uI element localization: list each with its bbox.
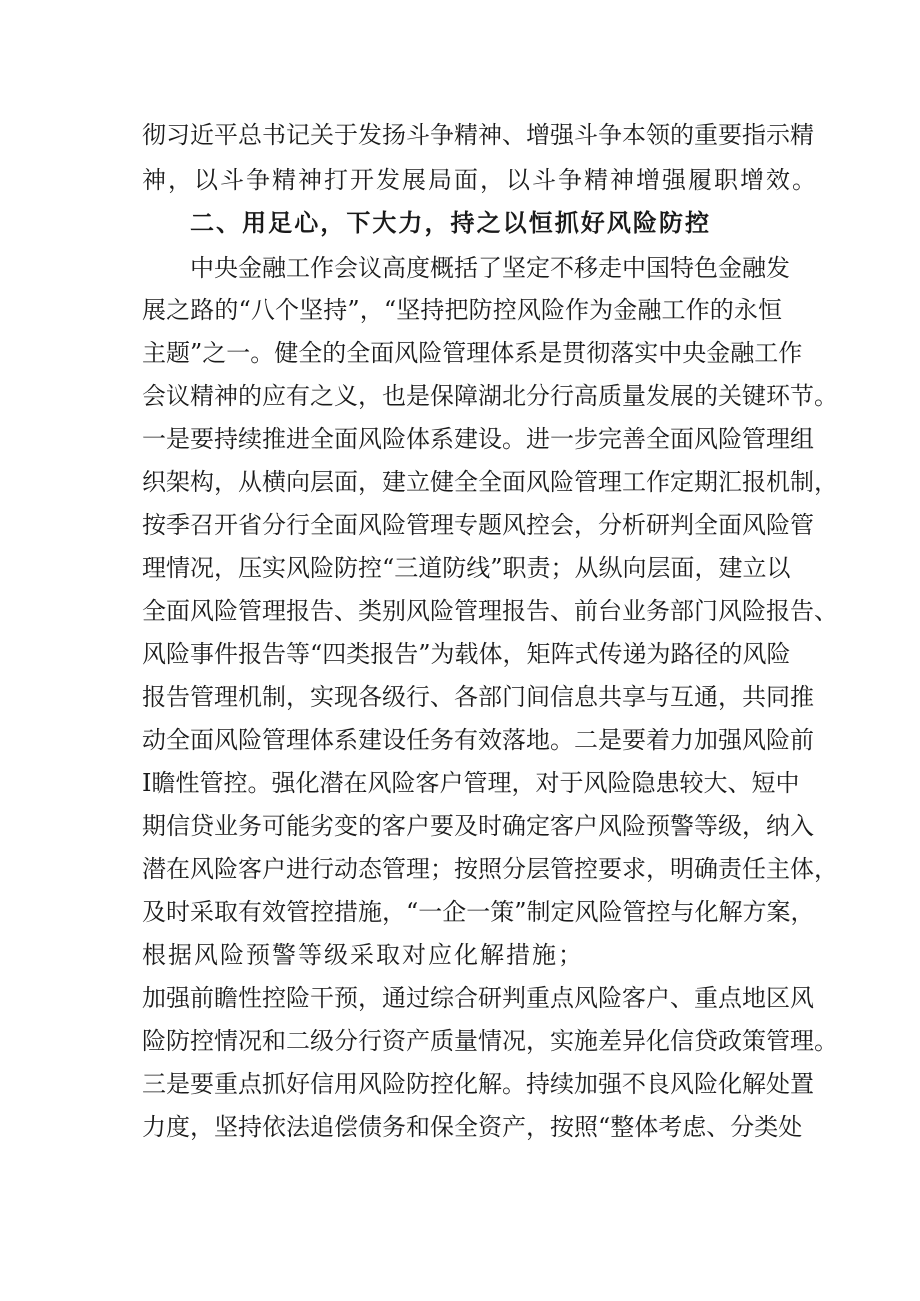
body-line: 潜在风险客户进行动态管理；按照分层管控要求，明确责任主体， xyxy=(142,855,838,883)
body-line: 一是要持续推进全面风险体系建设。进一步完善全面风险管理组 xyxy=(142,425,814,453)
body-line: 险防控情况和二级分行资产质量情况，实施差异化信贷政策管理。 xyxy=(142,1027,838,1055)
body-line: 理情况，压实风险防控“三道防线”职责；从纵向层面，建立以 xyxy=(142,554,791,582)
body-line: 全面风险管理报告、类别风险管理报告、前台业务部门风险报告、 xyxy=(142,597,838,625)
body-line: 期信贷业务可能劣变的客户要及时确定客户风险预警等级，纳入 xyxy=(142,812,814,840)
body-line: 中央金融工作会议高度概括了坚定不移走中国特色金融发 xyxy=(190,254,790,282)
section-heading: 二、用足心，下大力，持之以恒抓好风险防控 xyxy=(190,209,710,237)
body-line: I瞻性管控。强化潜在风险客户管理，对于风险隐患较大、短中 xyxy=(142,769,800,797)
body-line: 力度，坚持依法追偿债务和保全资产，按照“整体考虑、分类处 xyxy=(142,1113,803,1141)
body-line: 彻习近平总书记关于发扬斗争精神、增强斗争本领的重要指示精 xyxy=(142,121,814,149)
body-line: 主题”之一。健全的全面风险管理体系是贯彻落实中央金融工作 xyxy=(142,339,803,367)
body-line: 织架构，从横向层面，建立健全全面风险管理工作定期汇报机制， xyxy=(142,468,838,496)
body-line: 神，以斗争精神打开发展局面，以斗争精神增强履职增效。 xyxy=(142,166,818,194)
body-line: 加强前瞻性控险干预，通过综合研判重点风险客户、重点地区风 xyxy=(142,984,814,1012)
body-line: 按季召开省分行全面风险管理专题风控会，分析研判全面风险管 xyxy=(142,511,814,539)
body-line: 根据风险预警等级采取对应化解措施； xyxy=(142,941,584,969)
body-line: 三是要重点抓好信用风险防控化解。持续加强不良风险化解处置 xyxy=(142,1070,814,1098)
body-line: 风险事件报告等“四类报告”为载体，矩阵式传递为路径的风险 xyxy=(142,640,791,668)
body-line: 会议精神的应有之义，也是保障湖北分行高质量发展的关键环节。 xyxy=(142,382,838,410)
body-line: 动全面风险管理体系建设任务有效落地。二是要着力加强风险前 xyxy=(142,726,814,754)
body-line: 及时采取有效管控措施，“一企一策”制定风险管控与化解方案， xyxy=(142,898,815,926)
body-line: 报告管理机制，实现各级行、各部门间信息共享与互通，共同推 xyxy=(142,683,814,711)
body-line: 展之路的“八个坚持”，“坚持把防控风险作为金融工作的永恒 xyxy=(142,296,782,324)
